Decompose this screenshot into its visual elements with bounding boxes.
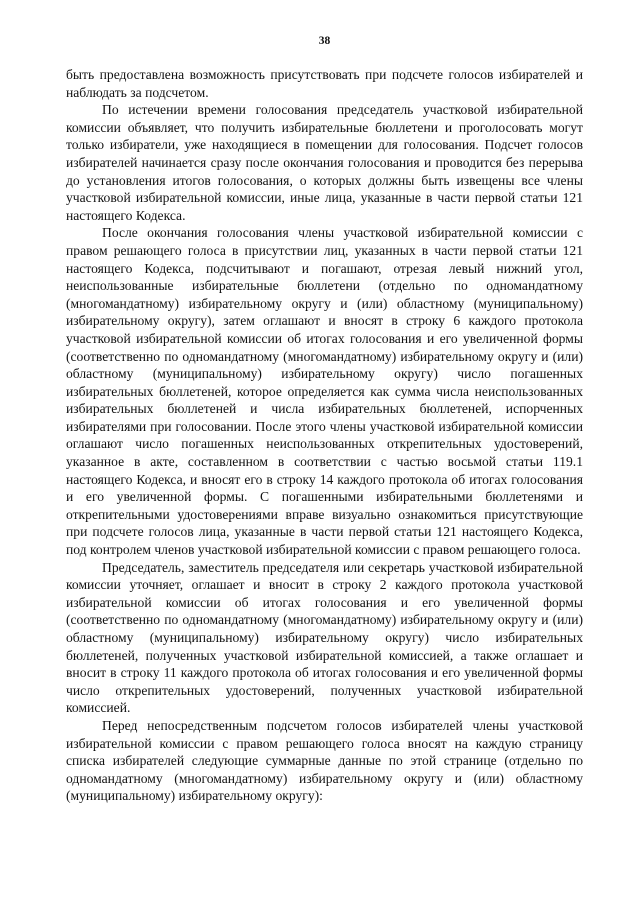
- page-number: 38: [318, 35, 331, 47]
- paragraph-chairman-announcement: Председатель, заместитель председателя или секретарь участковой избирательной комиссии уточняет, оглашает и вносит в строку 2 каждого протокола участковой избирательной комиссии об итогах голосования и его увеличенной формы (соответственно по одномандатному (многомандатному) избирательному округу и (или) областному (муниципальному) избирательному округу) число избирательных бюллетеней, полученных участковой избирательной комиссией, а также оглашает и вносит в строку 11 каждого протокола об итогах голосования и его увеличенной формы число открепительных удостоверений, полученных участковой избирательной комиссией.: [66, 559, 583, 716]
- document-page: [66, 34, 583, 805]
- paragraph-ballot-cancellation: После окончания голосования члены участковой избирательной комиссии с правом решающего голоса в присутствии лиц, указанных в части первой статьи 121 настоящего Кодекса, подсчитывают и погашают, отрезая левый нижний угол, неиспользованные избирательные бюллетени (отдельно по одномандатному (многомандатному) избирательному округу и (или) областному (муниципальному) избирательному округу), затем оглашают и вносят в строку 6 каждого протокола участковой избирательной комиссии об итогах голосования и его увеличенной формы (соответственно по одномандатному (многомандатному) избирательному округу и (или) областному (муниципальному) избирательному округу) число погашенных избирательных бюллетеней, которое определяется как сумма числа неиспользованных избирательных бюллетеней и числа избирательных бюллетеней, испорченных избирателями при голосовании. После этого члены участковой избирательной комиссии оглашают число погашенных неиспользованных открепительных удостоверений, указанное в акте, составленном в соответствии с частью восьмой статьи 119.1 настоящего Кодекса, и вносят его в строку 14 каждого протокола об итогах голосования и его увеличенной формы. С погашенными избирательными бюллетенями и открепительными удостоверениями вправе визуально ознакомиться присутствующие при подсчете голосов лица, указанные в части первой статьи 121 настоящего Кодекса, под контролем членов участковой избирательной комиссии с правом решающего голоса.: [66, 225, 583, 558]
- paragraph-voter-list-totals: Перед непосредственным подсчетом голосов избирателей члены участковой избирательной комиссии с правом решающего голоса вносят на каждую страницу списка избирателей следующие суммарные данные по этой странице (отдельно по одномандатному (многомандатному) избирательному округу и (или) областному (муниципальному) избирательному округу):: [66, 717, 583, 804]
- paragraph-continuation: быть предоставлена возможность присутствовать при подсчете голосов избирателей и наблюдать за подсчетом.: [66, 67, 583, 100]
- paragraph-voting-end: По истечении времени голосования председатель участковой избирательной комиссии объявляет, что получить избирательные бюллетени и проголосовать могут только избиратели, уже находящиеся в помещении для голосования. Подсчет голосов избирателей начинается сразу после окончания голосования и проводится без перерыва до установления итогов голосования, о которых должны быть извещены все члены участковой избирательной комиссии, иные лица, указанные в части первой статьи 121 настоящего Кодекса.: [66, 102, 583, 223]
